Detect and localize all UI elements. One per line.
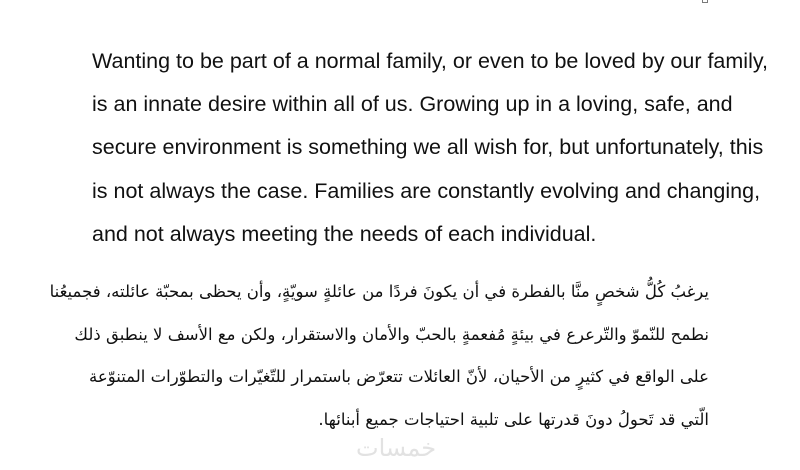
- arabic-paragraph: [49, 271, 709, 441]
- arabic-line: نطمح للنّموّ والتّرعرع في بيئةٍ مُفعمةٍ بالحبّ والأمان والاستقرار، ولكن مع الأسف لا ينطبق ذلك: [74, 324, 709, 344]
- english-line: is not always the case. Families are constantly evolving and changing,: [92, 178, 761, 203]
- watermark-logo: خمسات: [356, 434, 437, 462]
- arabic-line: يرغبُ كُلُّ شخصٍ منَّا بالفطرة في أن يكونَ فردًا من عائلةٍ سويّةٍ، وأن يحظى بمحبّة عائلته، فجميعُنا: [49, 282, 709, 301]
- english-line: and not always meeting the needs of each individual.: [92, 221, 597, 246]
- page-corner-marker: [702, 0, 708, 3]
- arabic-line: على الواقع في كثيرٍ من الأحيان، لأنّ العائلات تتعرّض باستمرار للتّغيّرات والتطوّرات المتنوّعة: [89, 367, 709, 386]
- english-paragraph: [92, 40, 768, 256]
- english-line: is an innate desire within all of us. Growing up in a loving, safe, and: [92, 92, 733, 117]
- english-line: Wanting to be part of a normal family, or even to be loved by our family,: [92, 49, 768, 73]
- english-line: secure environment is something we all wish for, but unfortunately, this: [92, 135, 764, 160]
- arabic-line: الّتي قد تَحولُ دونَ قدرتها على تلبية احتياجات جميع أبنائها.: [318, 409, 709, 429]
